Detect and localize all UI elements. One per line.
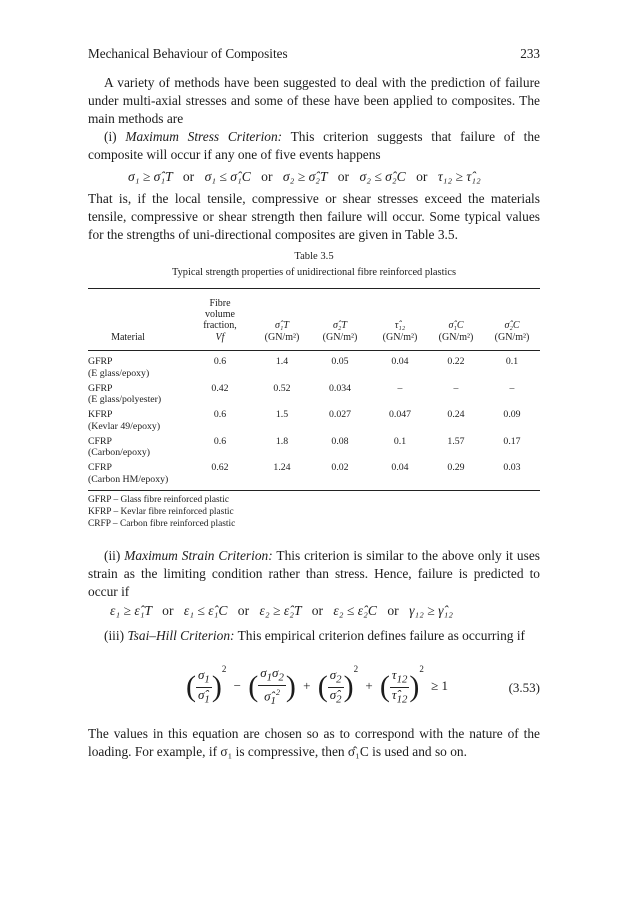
stress-cond-1: σ₁ ≥ σ̂₁T xyxy=(128,169,173,184)
value-cell-s1c: 0.29 xyxy=(447,462,465,473)
header-volume: volume xyxy=(205,309,235,320)
material-name: CFRP xyxy=(88,462,112,473)
tsai-title: Tsai–Hill Criterion: xyxy=(127,628,235,643)
material-cell xyxy=(88,409,208,432)
value-cell-vf: 0.6 xyxy=(213,356,227,367)
running-title: Mechanical Behaviour of Composites xyxy=(88,46,288,61)
value-cell-s1t: 1.24 xyxy=(273,462,291,473)
tsai-hill-rhs: ≥ 1 xyxy=(431,678,449,693)
stress-cond-4: σ₂ ≤ σ̂₂C xyxy=(359,169,406,184)
value-cell-t12: 0.04 xyxy=(391,356,409,367)
connector: or xyxy=(162,603,174,618)
value-cell-s2t: 0.027 xyxy=(328,409,352,420)
material-desc: (Carbon HM/epoxy) xyxy=(88,473,169,485)
max-stress-label: (i) xyxy=(104,129,117,144)
material-name: GFRP xyxy=(88,356,113,367)
value-cell-s1c: 0.22 xyxy=(447,356,465,367)
material-name: KFRP xyxy=(88,409,113,420)
value-cell-s2c: 0.17 xyxy=(503,435,521,447)
max-stress-text: This criterion suggests that failure of the composite will occur if any one of five events happens xyxy=(88,129,540,162)
running-header xyxy=(88,46,540,62)
material-desc: (E glass/polyester) xyxy=(88,394,162,406)
header-fraction: fraction, xyxy=(203,320,237,331)
table-header xyxy=(88,298,540,344)
value-cell-s2c: 0.09 xyxy=(503,409,521,420)
max-strain-paragraph xyxy=(88,547,540,601)
value-cell-s1c: 1.57 xyxy=(447,435,465,447)
material-cell xyxy=(88,383,208,406)
table-header-rule xyxy=(88,350,540,351)
strain-cond-5: γ₁₂ ≥ γ̂₁₂ xyxy=(409,603,453,618)
max-strain-label: (ii) xyxy=(104,548,121,563)
value-cell-s1c: – xyxy=(453,382,459,394)
tsai-text: This empirical criterion defines failure as occurring if xyxy=(237,628,526,643)
stress-cond-3: σ₂ ≥ σ̂₂T xyxy=(282,169,328,184)
value-cell-vf: 0.6 xyxy=(213,435,227,447)
value-cell-vf: 0.42 xyxy=(211,382,229,394)
max-strain-title: Maximum Strain Criterion: xyxy=(124,548,273,563)
material-name: GFRP xyxy=(88,382,113,394)
table-number: Table 3.5 xyxy=(294,251,334,262)
header-unit: (GN/m²) xyxy=(494,332,530,343)
value-cell-s1c: 0.24 xyxy=(447,409,465,420)
value-cell-s2c: – xyxy=(509,382,515,394)
header-unit: (GN/m²) xyxy=(382,332,418,343)
max-stress-title: Maximum Stress Criterion: xyxy=(125,129,283,144)
value-cell-s2t: 0.05 xyxy=(331,356,349,367)
header-s2c: σ̂₂C xyxy=(504,320,520,331)
value-cell-vf: 0.6 xyxy=(213,409,227,420)
header-vf: Vf xyxy=(215,332,225,343)
after-stress-paragraph: That is, if the local tensile, compressive or shear stresses exceed the materials tensile, compressive or shear strength then failure will occur. Some typical values for the strengths of uni-directional composites are given in Table 3.5. xyxy=(88,191,540,242)
value-cell-s1t: 0.52 xyxy=(273,382,291,394)
header-unit: (GN/m²) xyxy=(438,332,474,343)
table-note: CRFP – Carbon fibre reinforced plastic xyxy=(88,518,236,529)
value-cell-t12: – xyxy=(397,382,403,394)
connector: or xyxy=(311,603,324,618)
max-stress-paragraph xyxy=(88,128,540,164)
equation-number: (3.53) xyxy=(508,680,540,695)
table-top-rule xyxy=(88,288,540,289)
material-desc: (Kevlar 49/epoxy) xyxy=(88,420,161,432)
strain-cond-3: ε₂ ≥ ε̂₂T xyxy=(259,603,302,618)
header-fibre: Fibre xyxy=(209,298,231,309)
material-name: CFRP xyxy=(88,435,112,447)
strain-cond-4: ε₂ ≤ ε̂₂C xyxy=(333,603,377,618)
final-paragraph: The values in this equation are chosen so as to correspond with the nature of the loading. For example, if σ₁ is compressive, then σ̂₁C is used and so on. xyxy=(88,726,540,759)
table-notes xyxy=(88,495,235,530)
material-cell xyxy=(88,462,208,485)
intro-paragraph: A variety of methods have been suggested to deal with the prediction of failure under multi-axial stresses and some of these have been applied to composites. The main methods are xyxy=(88,75,540,126)
table-caption: Typical strength properties of unidirectional fibre reinforced plastics xyxy=(171,267,457,278)
connector: or xyxy=(182,169,195,184)
header-unit: (GN/m²) xyxy=(322,332,358,343)
value-cell-s2t: 0.034 xyxy=(328,382,352,394)
stress-cond-2: σ₁ ≤ σ̂₁C xyxy=(204,169,251,184)
material-cell xyxy=(88,356,208,379)
table-note: GFRP – Glass fibre reinforced plastic xyxy=(88,495,230,505)
value-cell-s2t: 0.02 xyxy=(331,462,349,473)
value-cell-s1t: 1.8 xyxy=(275,435,289,447)
header-unit: (GN/m²) xyxy=(264,332,300,343)
tsai-hill-paragraph xyxy=(88,627,540,645)
material-desc: (Carbon/epoxy) xyxy=(88,447,151,459)
connector: or xyxy=(387,603,399,618)
connector: or xyxy=(337,169,350,184)
strain-conditions-equation xyxy=(110,603,562,619)
material-desc: (E glass/epoxy) xyxy=(88,367,150,379)
stress-cond-5: τ₁₂ ≥ τ̂₁₂ xyxy=(437,169,481,184)
tsai-label: (iii) xyxy=(104,628,125,643)
value-cell-s1t: 1.5 xyxy=(275,409,289,420)
value-cell-s1t: 1.4 xyxy=(275,356,289,367)
strain-cond-2: ε₁ ≤ ε̂₁C xyxy=(183,603,228,618)
header-s1t: σ̂₁T xyxy=(275,320,289,331)
connector: or xyxy=(237,603,250,618)
tsai-hill-equation: ( $\frac{\sigma_1}{\sigmâ_1}$ )$^2$ − ( $\frac{\sigma_1\sigma_2}{\sigmâ_1^2}$ ) + ( $\frac{\sigma_2}{\sigmâ_2}$ )$^2$ + ( $\frac{\tau_{12}}{\taû_{12}}$ )$^2$ ≥ 1 (3.53) xyxy=(186,664,540,707)
value-cell-s2c: 0.1 xyxy=(505,356,519,367)
value-cell-t12: 0.047 xyxy=(388,409,412,420)
page-number: 233 xyxy=(520,46,540,61)
header-s2t: σ̂₂T xyxy=(333,320,347,331)
material-cell xyxy=(88,436,208,459)
value-cell-s2c: 0.03 xyxy=(503,462,521,473)
value-cell-vf: 0.62 xyxy=(211,462,229,473)
header-t12: τ̂₁₂ xyxy=(394,320,406,331)
header-material: Material xyxy=(111,332,145,343)
strain-cond-1: ε₁ ≥ ε̂₁T xyxy=(110,603,152,618)
value-cell-s2t: 0.08 xyxy=(331,435,349,447)
max-strain-text: This criterion is similar to the above only it uses strain as the limiting condition rather than stress. Hence, failure is predicted to occur if xyxy=(88,548,540,599)
connector: or xyxy=(261,169,273,184)
table-note: KFRP – Kevlar fibre reinforced plastic xyxy=(88,506,234,517)
stress-conditions-equation xyxy=(128,169,580,185)
value-cell-t12: 0.1 xyxy=(393,435,407,447)
header-s1c: σ̂₁C xyxy=(448,320,464,331)
connector: or xyxy=(416,169,428,184)
value-cell-t12: 0.04 xyxy=(391,462,409,473)
table-bottom-rule xyxy=(88,490,540,491)
